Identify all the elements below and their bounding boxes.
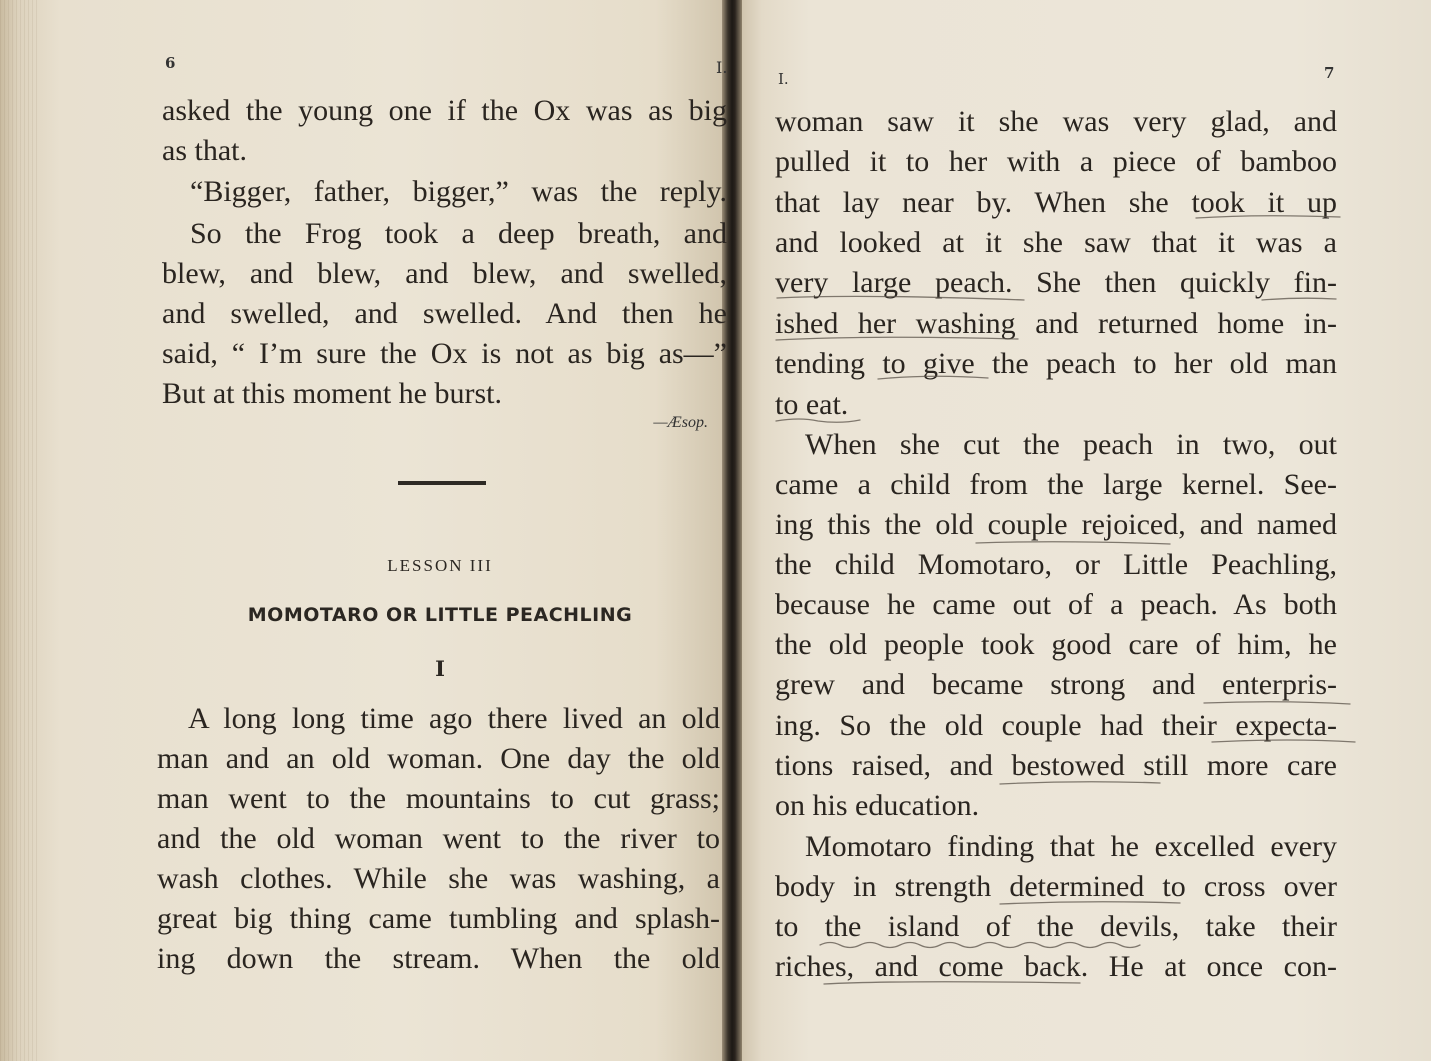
text-line: and swelled, and swelled. And then he	[162, 297, 727, 330]
section-divider	[398, 481, 486, 485]
page-number-right: 7	[1324, 64, 1335, 82]
text-line: came a child from the large kernel. See-	[775, 468, 1337, 501]
text-line: to the island of the devils, take their	[775, 910, 1337, 943]
text-line: the child Momotaro, or Little Peachling,	[775, 548, 1337, 581]
text-line: woman saw it she was very glad, and	[775, 105, 1337, 138]
text-line: and looked at it she saw that it was a	[775, 226, 1337, 259]
text-line: ished her washing and returned home in-	[775, 307, 1337, 340]
text-line: “Bigger, father, bigger,” was the reply.	[190, 175, 727, 208]
text-line: said, “ I’m sure the Ox is not as big as—”	[162, 337, 727, 370]
text-line: tions raised, and bestowed still more care	[775, 749, 1337, 782]
text-line: Momotaro finding that he excelled every	[805, 830, 1337, 863]
text-line: to eat.	[775, 388, 849, 421]
page-edge	[0, 0, 40, 1061]
text-line: So the Frog took a deep breath, and	[190, 217, 727, 250]
section-mark-right: I.	[778, 70, 789, 88]
text-line: grew and became strong and enterpris-	[775, 668, 1337, 701]
text-line: the old people took good care of him, he	[775, 628, 1337, 661]
text-line: ing down the stream. When the old	[157, 942, 720, 975]
text-line: man went to the mountains to cut grass;	[157, 782, 720, 815]
text-line: ing this the old couple rejoiced, and named	[775, 508, 1337, 541]
page-number-left: 6	[165, 54, 176, 72]
text-line: tending to give the peach to her old man	[775, 347, 1337, 380]
text-line: A long long time ago there lived an old	[188, 702, 720, 735]
text-line: because he came out of a peach. As both	[775, 588, 1337, 621]
text-line: asked the young one if the Ox was as big	[162, 94, 727, 127]
lesson-title: MOMOTARO OR LITTLE PEACHLING	[247, 604, 633, 626]
text-line: riches, and come back. He at once con-	[775, 950, 1337, 983]
text-line: on his education.	[775, 789, 980, 822]
section-mark-left: I.	[716, 58, 728, 77]
lesson-label: LESSON III	[387, 556, 493, 575]
text-line: pulled it to her with a piece of bamboo	[775, 145, 1337, 178]
text-line: as that.	[162, 134, 247, 167]
text-line: ing. So the old couple had their expecta-	[775, 709, 1337, 742]
text-line: great big thing came tumbling and splash-	[157, 902, 720, 935]
text-line: When she cut the peach in two, out	[805, 428, 1337, 461]
text-line: wash clothes. While she was washing, a	[157, 862, 720, 895]
text-line: blew, and blew, and blew, and swelled,	[162, 257, 727, 290]
text-line: But at this moment he burst.	[162, 377, 502, 410]
section-number: I	[435, 656, 445, 681]
text-line: and the old woman went to the river to	[157, 822, 720, 855]
text-line: man and an old woman. One day the old	[157, 742, 720, 775]
attribution: —Æsop.	[653, 414, 708, 431]
text-line: body in strength determined to cross over	[775, 870, 1337, 903]
text-line: very large peach. She then quickly fin-	[775, 266, 1337, 299]
text-line: that lay near by. When she took it up	[775, 186, 1337, 219]
